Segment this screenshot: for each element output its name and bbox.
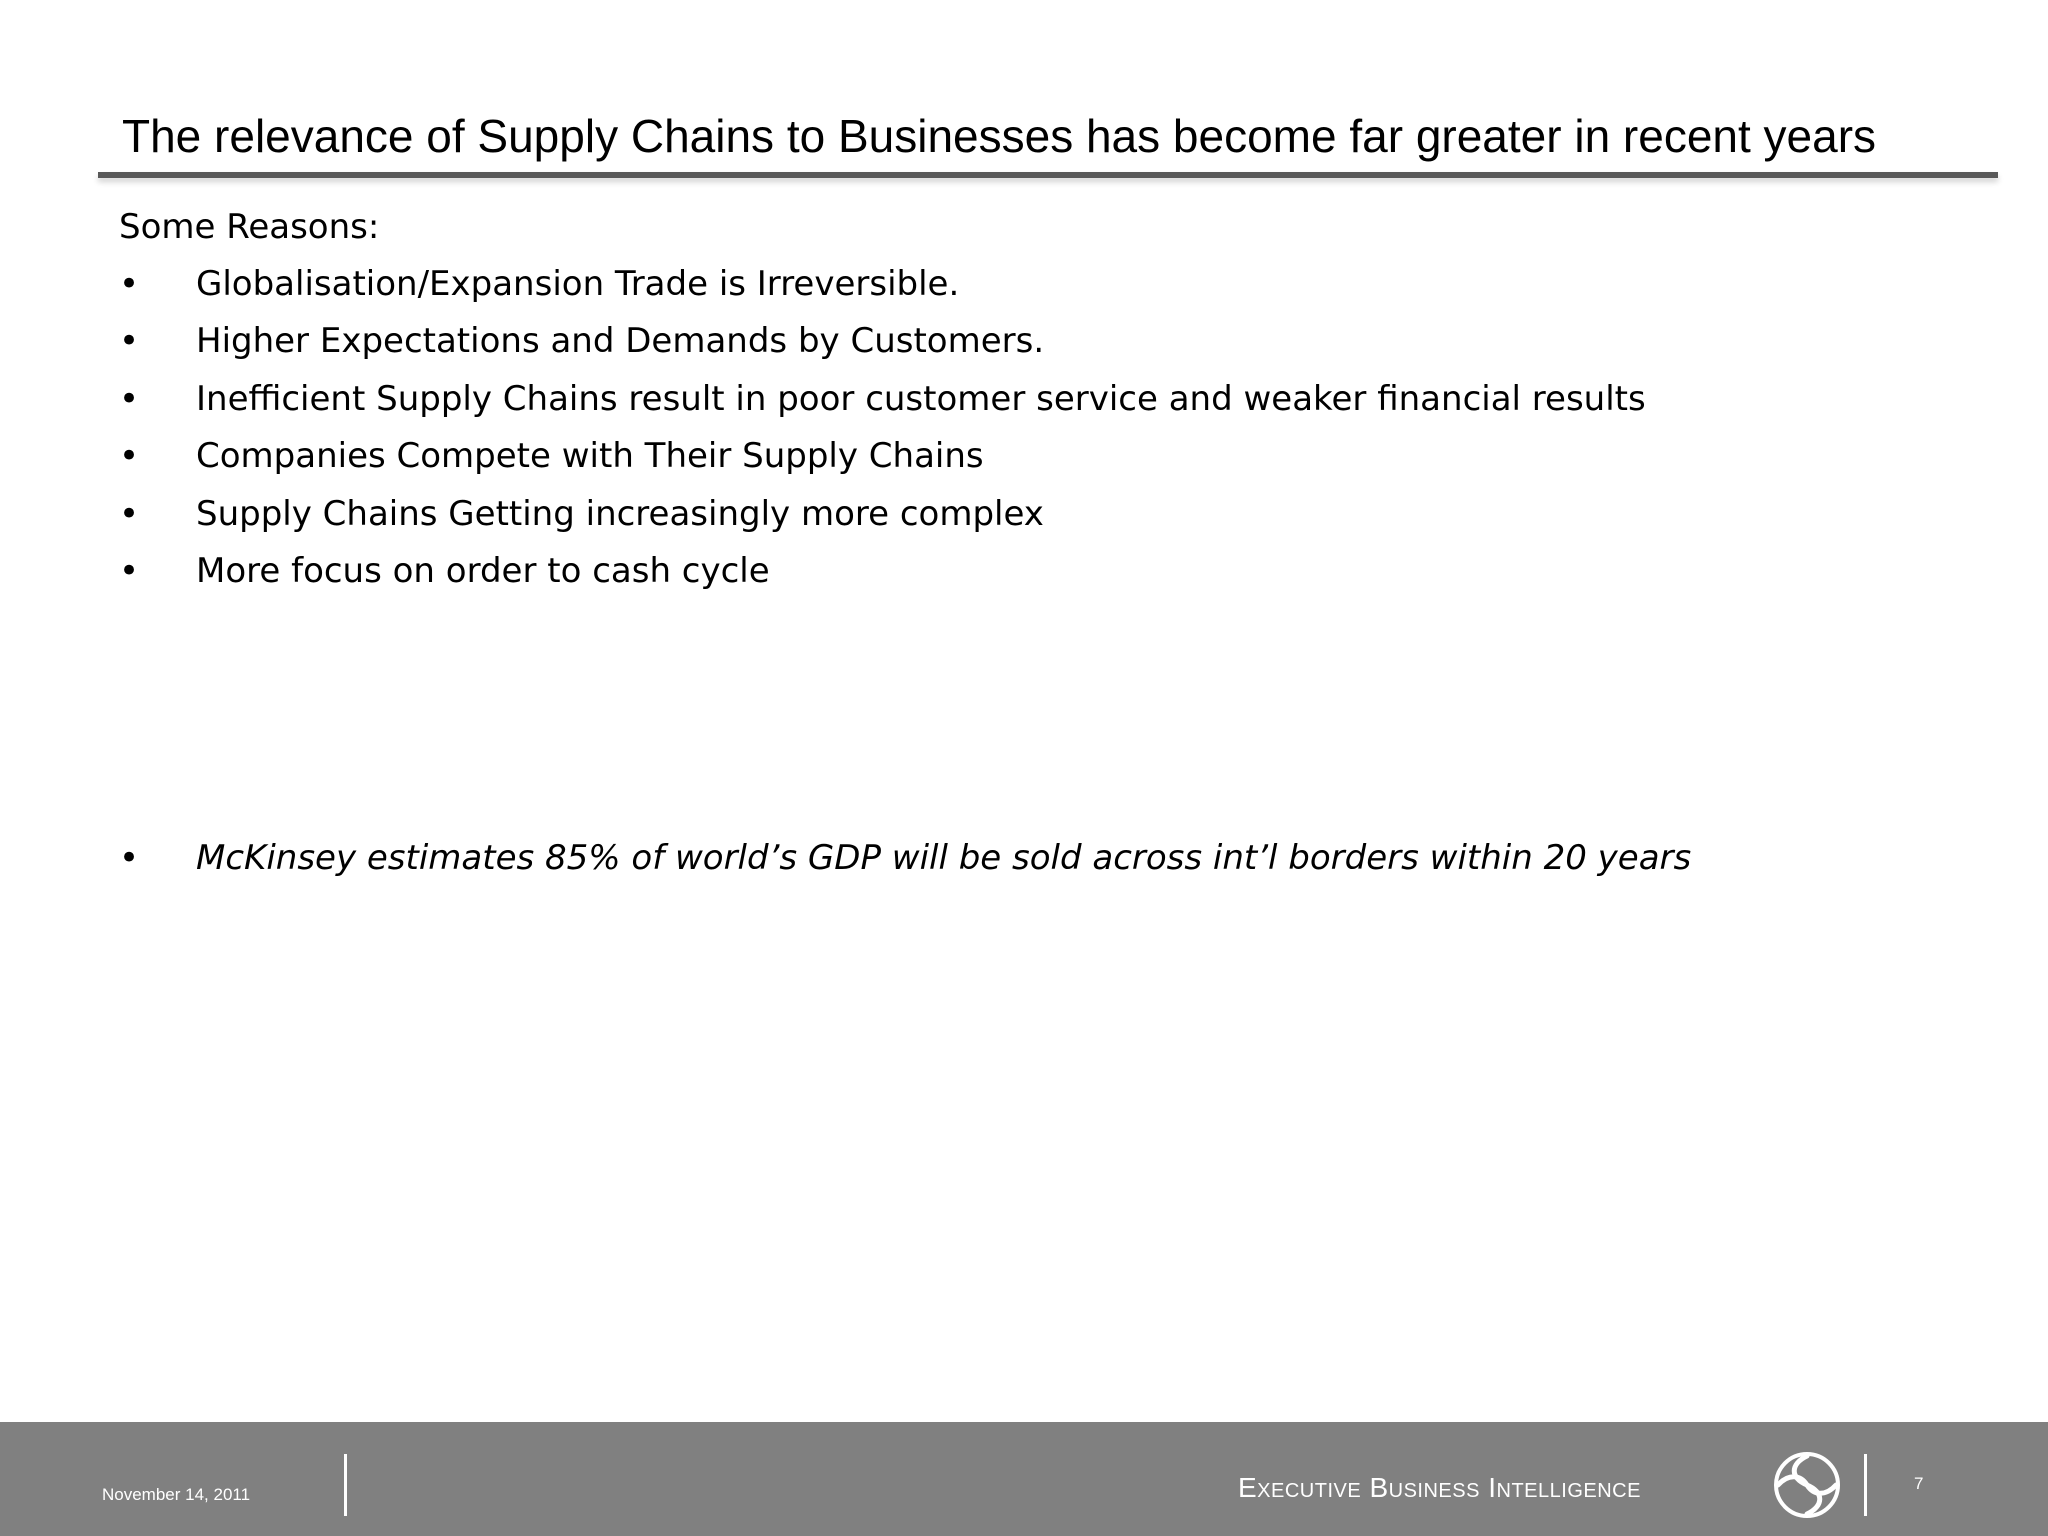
list-item-text: Companies Compete with Their Supply Chains xyxy=(196,436,984,477)
company-name: Executive Business Intelligence xyxy=(1238,1472,1641,1503)
list-item-text: Higher Expectations and Demands by Customers. xyxy=(196,321,1045,362)
title-divider xyxy=(98,172,1998,178)
quote-text: McKinsey estimates 85% of world’s GDP will be sold across int’l borders within 20 years xyxy=(196,838,1692,878)
list-item-text: Inefficient Supply Chains result in poor customer service and weaker financial results xyxy=(196,378,1646,419)
slide-footer xyxy=(0,1422,2048,1536)
bullet-icon: • xyxy=(119,436,140,477)
bullet-icon: • xyxy=(119,264,140,304)
bullet-icon: • xyxy=(119,550,140,591)
swirl-logo-icon xyxy=(1772,1450,1842,1520)
bullet-icon: • xyxy=(119,838,140,878)
list-item-text: Globalisation/Expansion Trade is Irreversible. xyxy=(196,264,960,304)
footer-divider xyxy=(344,1454,347,1516)
bullet-icon: • xyxy=(119,493,140,534)
bullet-icon: • xyxy=(119,321,140,362)
page-number: 7 xyxy=(1914,1474,1924,1493)
footer-divider xyxy=(1864,1454,1867,1516)
footer-date: November 14, 2011 xyxy=(102,1485,251,1504)
list-item-text: Supply Chains Getting increasingly more complex xyxy=(196,493,1044,534)
slide-title: The relevance of Supply Chains to Businesses has become far greater in recent years xyxy=(122,110,1877,162)
intro-text: Some Reasons: xyxy=(119,207,380,247)
list-item-text: More focus on order to cash cycle xyxy=(196,550,770,591)
bullet-icon: • xyxy=(119,378,140,419)
